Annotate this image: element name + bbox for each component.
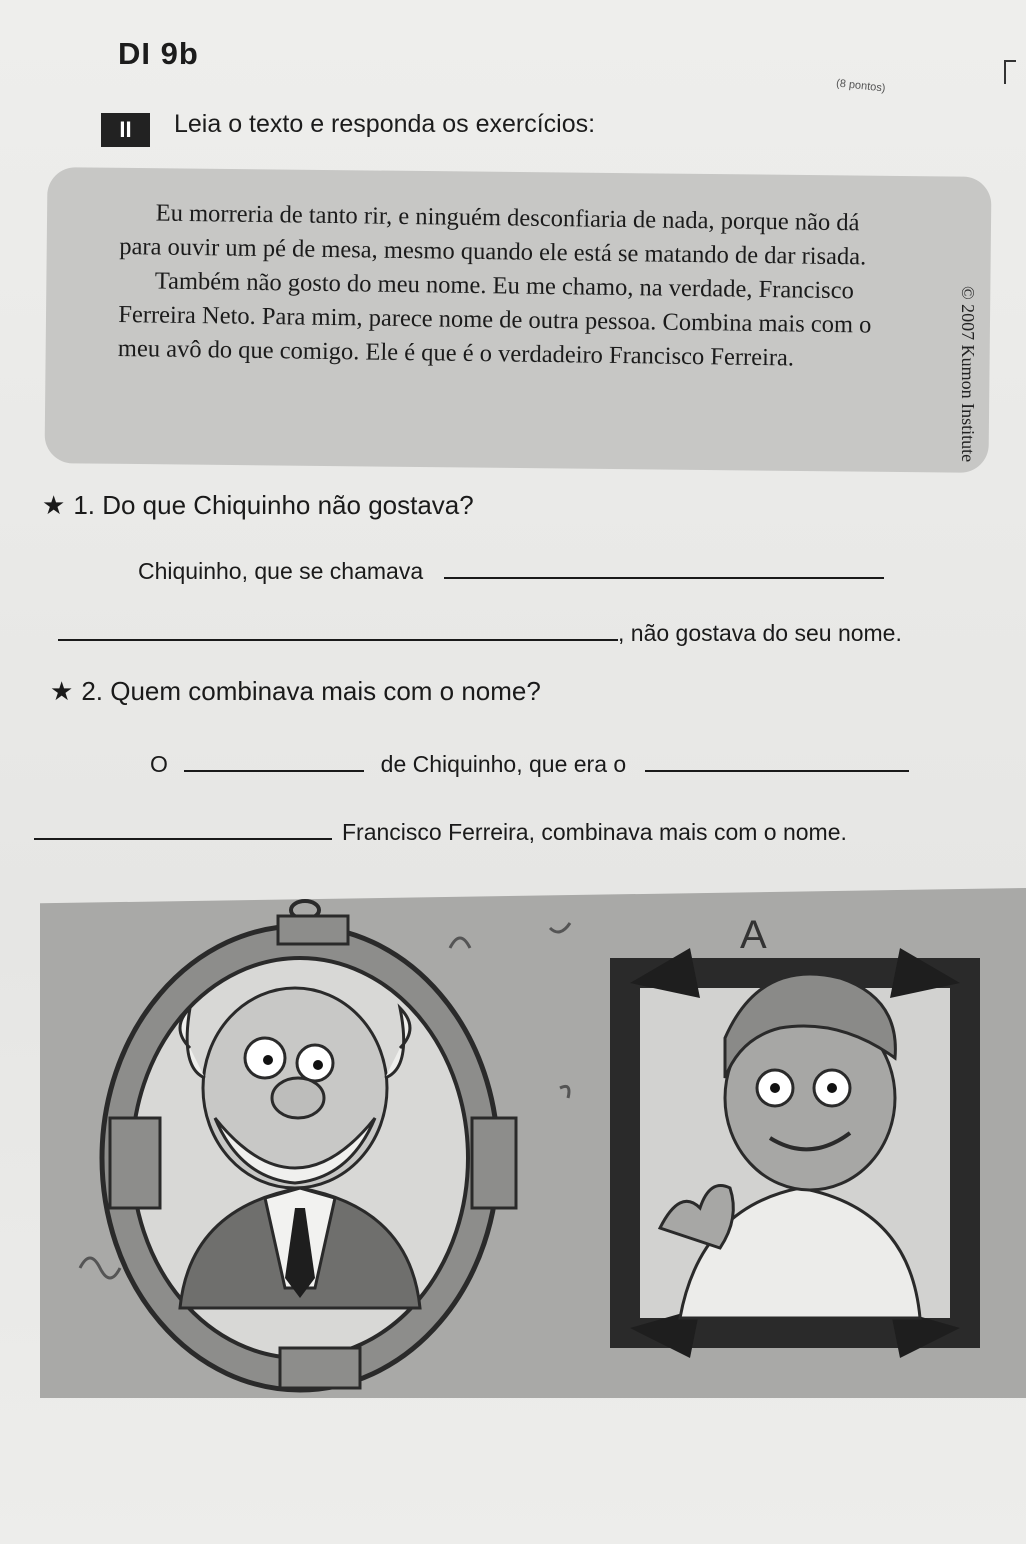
worksheet-code: DI 9b	[118, 36, 199, 71]
answer-blank-2a[interactable]	[184, 748, 364, 772]
copyright-notice: © 2007 Kumon Institute	[958, 286, 978, 463]
star-icon: ★	[50, 676, 74, 706]
svg-text:A: A	[740, 913, 767, 957]
question-1-answer-line-1	[138, 555, 884, 585]
question-2	[50, 676, 541, 707]
question-2-text: 2. Quem combinava mais com o nome?	[81, 676, 541, 706]
question-2-prompt-b: de Chiquinho, que era o	[380, 751, 627, 777]
story-paragraph-1: Eu morreria de tanto rir, e ninguém desconfiaria de nada, porque não dá para ouvir um pé de mesa, mesmo quando ele está se matando de dar risada.	[119, 199, 867, 271]
answer-blank-1b[interactable]	[58, 617, 618, 641]
question-1-prompt-a: Chiquinho, que se chamava	[138, 558, 424, 584]
question-1-answer-line-2	[58, 617, 902, 647]
question-2-prompt-a: O	[150, 751, 168, 777]
section-instruction: Leia o texto e responda os exercícios:	[174, 110, 596, 138]
corner-bracket-icon	[1004, 60, 1016, 84]
scribble-icon	[450, 938, 470, 948]
question-2-answer-line-2	[34, 816, 847, 846]
grandfather-portrait-icon	[102, 901, 516, 1390]
question-1-prompt-b: , não gostava do seu nome.	[618, 620, 902, 646]
section-number-badge: II	[101, 113, 150, 147]
story-paragraph-2: Também não gosto do meu nome. Eu me chamo, na verdade, Francisco Ferreira Neto. Para mim, parece nome de outra pessoa. Combina mais com o meu avô do que comigo. Ele é que é o verdadeiro Francisco Ferreira.	[117, 267, 872, 372]
question-2-answer-line-1	[150, 748, 909, 778]
answer-blank-2b[interactable]	[645, 748, 909, 772]
boy-portrait-icon	[610, 948, 980, 1358]
illustration-drawing	[40, 888, 1026, 1398]
star-icon: ★	[42, 490, 66, 520]
answer-blank-1a[interactable]	[444, 555, 884, 579]
answer-blank-2c[interactable]	[34, 816, 332, 840]
question-1-text: 1. Do que Chiquinho não gostava?	[73, 490, 474, 520]
question-1	[42, 490, 474, 521]
question-2-prompt-c: Francisco Ferreira, combinava mais com o nome.	[342, 819, 847, 845]
points-label: (8 pontos)	[835, 77, 887, 95]
story-text	[118, 196, 900, 377]
